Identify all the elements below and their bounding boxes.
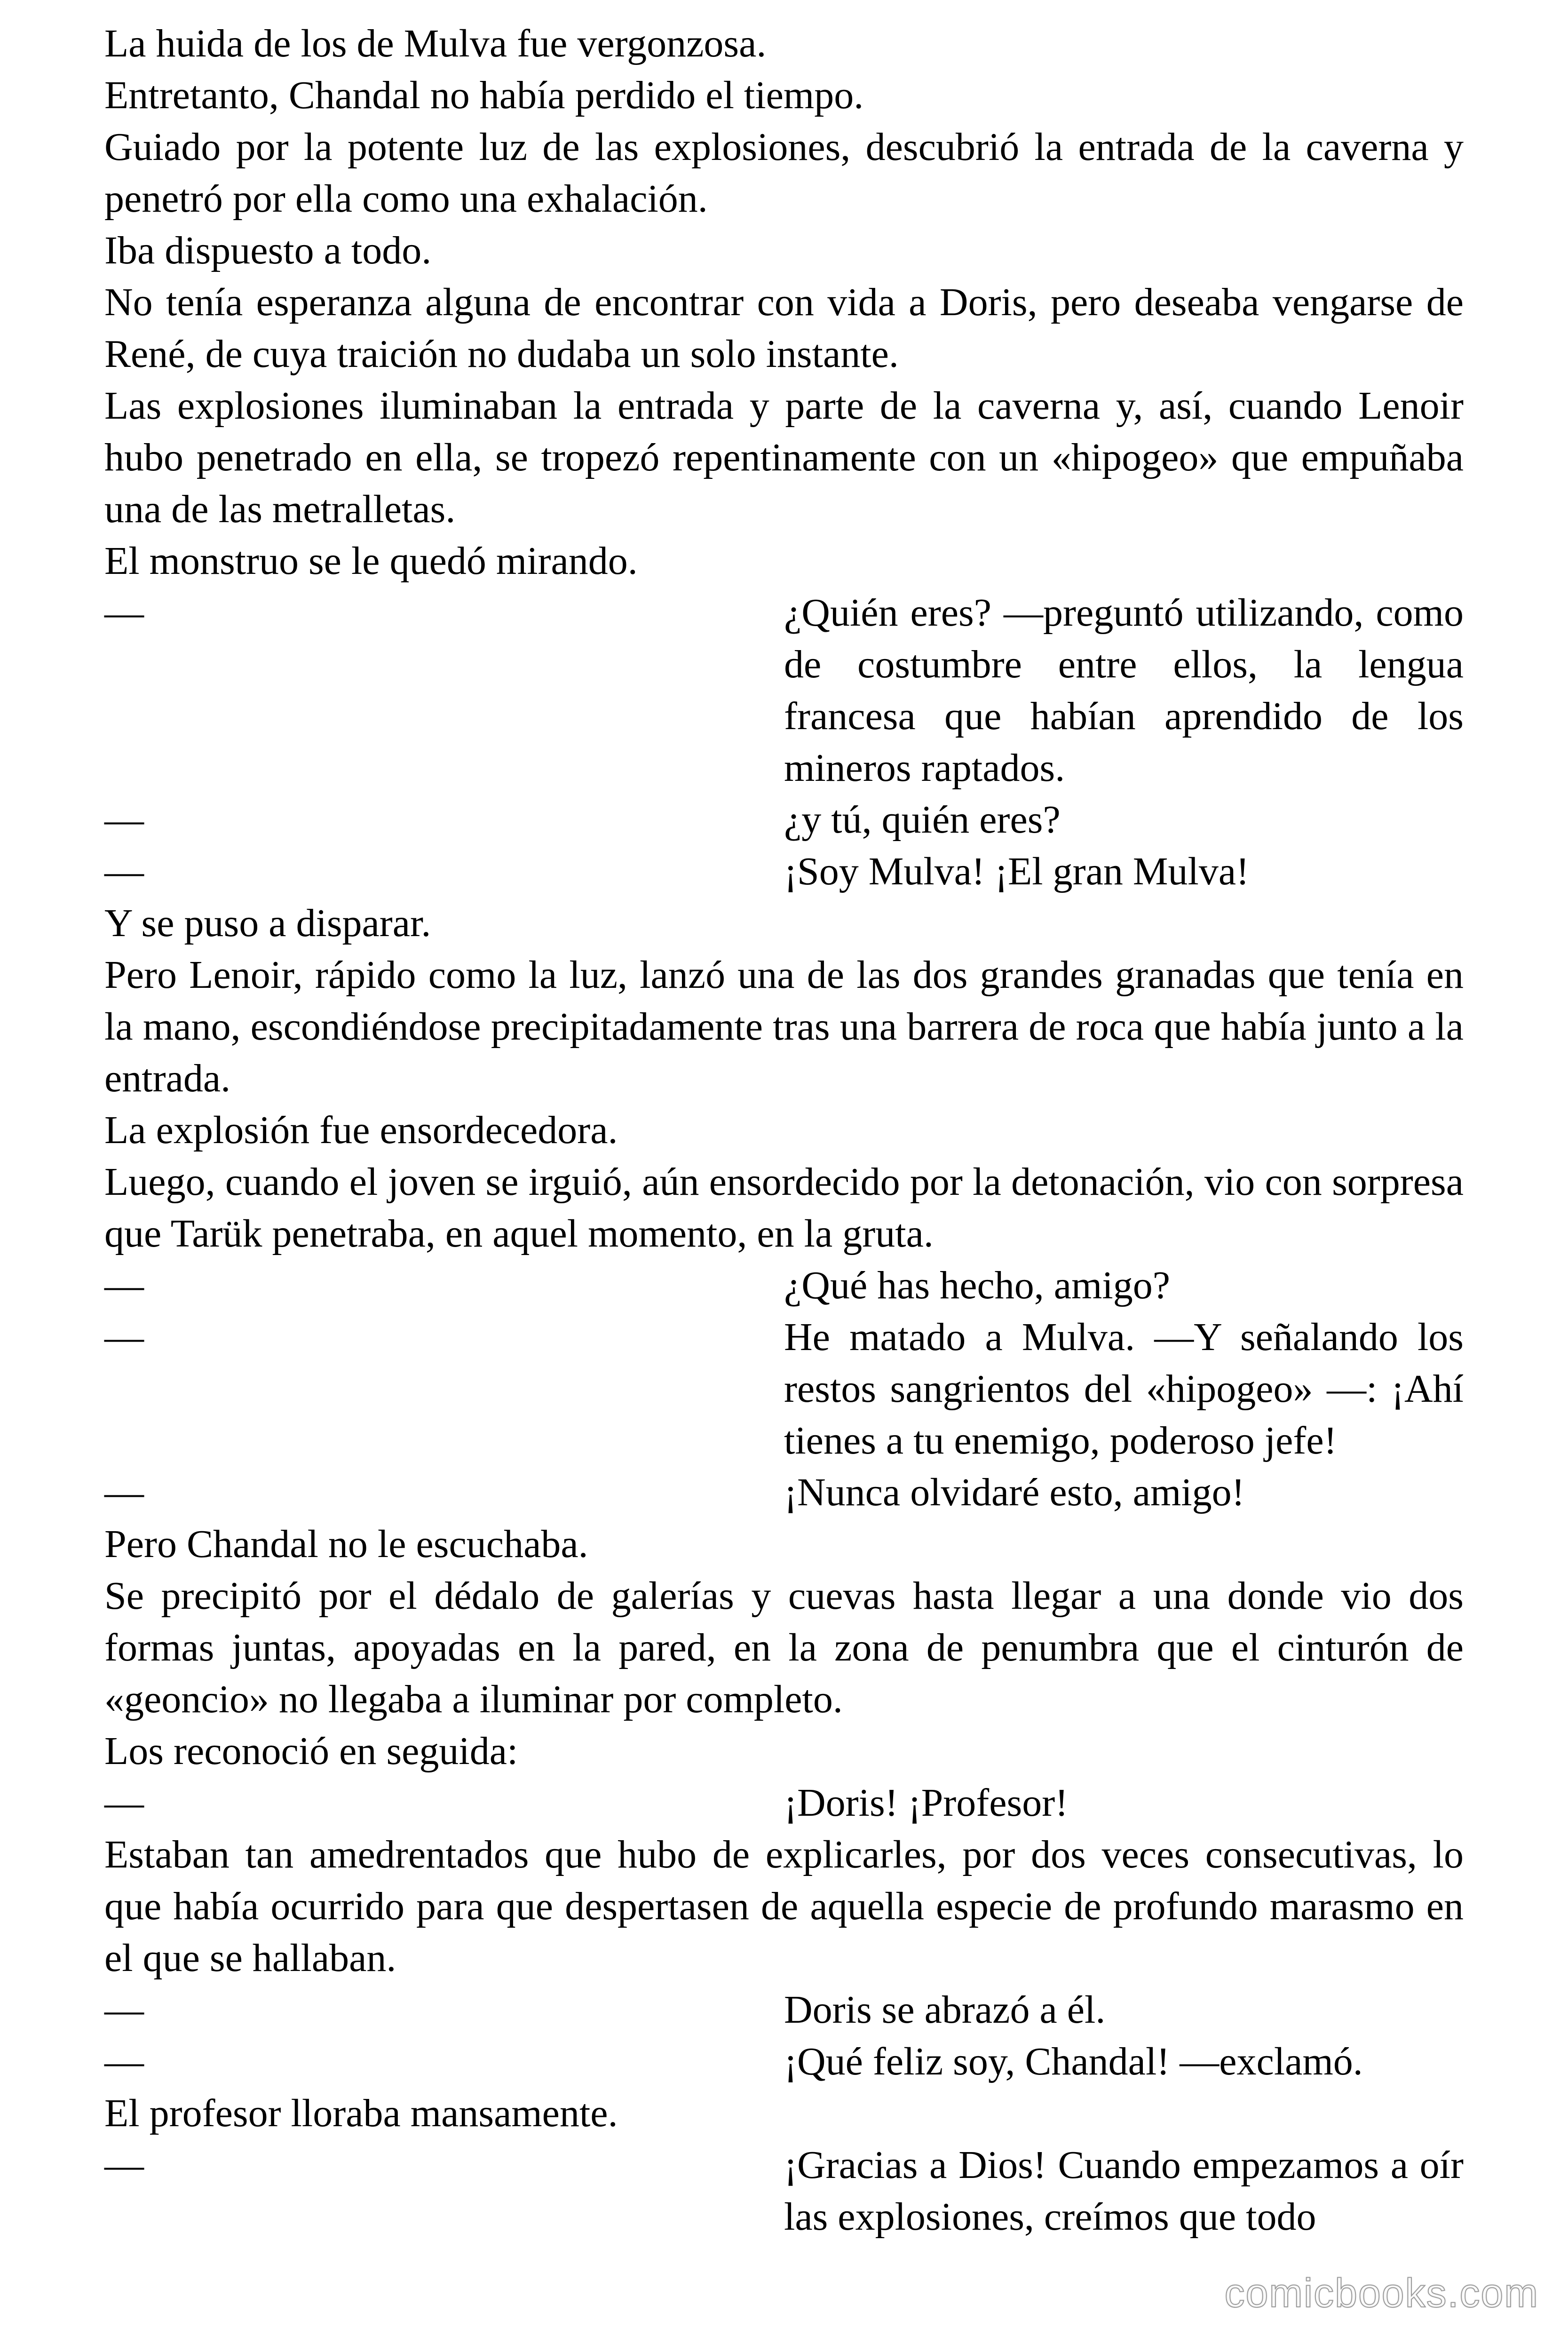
dialogue-dash: — — [104, 1988, 144, 2032]
dialogue-line — [104, 2139, 1464, 2243]
dialogue-line — [104, 794, 1464, 846]
paragraph: La explosión fue ensordecedora. — [104, 1108, 618, 1152]
dialogue-text: ¡Gracias a Dios! Cuando empezamos a oír las explosiones, creímos que todo — [784, 2143, 1464, 2239]
paragraph: Estaban tan amedrentados que hubo de explicarles, por dos veces consecutivas, lo que había ocurrido para que despertasen de aquella especie de profundo marasmo en el que se hallaban. — [104, 1833, 1464, 1980]
dialogue-text: Doris se abrazó a él. — [784, 1988, 1106, 2032]
dialogue-line — [104, 2036, 1464, 2088]
dialogue-dash: — — [104, 1263, 144, 1307]
dialogue-text: ¿Qué has hecho, amigo? — [784, 1263, 1171, 1307]
page-text — [104, 18, 1464, 2243]
paragraph: Iba dispuesto a todo. — [104, 229, 432, 272]
paragraph: Los reconoció en seguida: — [104, 1729, 518, 1773]
dialogue-line — [104, 1260, 1464, 1311]
dialogue-line — [104, 1467, 1464, 1518]
site-watermark: comicbooks.com — [1224, 2271, 1539, 2316]
paragraph: Se precipitó por el dédalo de galerías y cuevas hasta llegar a una donde vio dos formas juntas, apoyadas en la pared, en la zona de penumbra que el cinturón de «geoncio» no llegaba a iluminar por completo. — [104, 1574, 1464, 1721]
dialogue-text: ¿Quién eres? —preguntó utilizando, como de costumbre entre ellos, la lengua francesa que habían aprendido de los mineros raptados. — [784, 591, 1464, 790]
paragraph: La huida de los de Mulva fue vergonzosa. — [104, 22, 767, 65]
dialogue-dash: — — [104, 798, 144, 842]
dialogue-text: ¿y tú, quién eres? — [784, 798, 1061, 842]
dialogue-line — [104, 1777, 1464, 1829]
paragraph: Pero Lenoir, rápido como la luz, lanzó una de las dos grandes granadas que tenía en la mano, escondiéndose precipitadamente tras una barrera de roca que había junto a la entrada. — [104, 953, 1464, 1100]
dialogue-dash: — — [104, 1315, 144, 1359]
dialogue-dash: — — [104, 2040, 144, 2083]
dialogue-dash: — — [104, 1781, 144, 1825]
paragraph: Y se puso a disparar. — [104, 901, 431, 945]
dialogue-dash: — — [104, 1470, 144, 1514]
dialogue-line — [104, 846, 1464, 898]
paragraph: Pero Chandal no le escuchaba. — [104, 1522, 588, 1566]
paragraph: Las explosiones iluminaban la entrada y parte de la caverna y, así, cuando Lenoir hubo penetrado en ella, se tropezó repentinamente con un «hipogeo» que empuñaba una de las metralletas. — [104, 384, 1464, 531]
dialogue-dash: — — [104, 2143, 144, 2187]
dialogue-line — [104, 1311, 1464, 1467]
dialogue-text: ¡Doris! ¡Profesor! — [784, 1781, 1069, 1825]
dialogue-line — [104, 587, 1464, 794]
paragraph: El monstruo se le quedó mirando. — [104, 539, 638, 583]
dialogue-dash: — — [104, 591, 144, 635]
paragraph: Luego, cuando el joven se irguió, aún ensordecido por la detonación, vio con sorpresa que Tarük penetraba, en aquel momento, en la gruta. — [104, 1160, 1464, 1255]
paragraph: Guiado por la potente luz de las explosiones, descubrió la entrada de la caverna y penetró por ella como una exhalación. — [104, 125, 1464, 221]
dialogue-text: ¡Qué feliz soy, Chandal! —exclamó. — [784, 2040, 1363, 2083]
paragraph: El profesor lloraba mansamente. — [104, 2091, 618, 2135]
dialogue-text: He matado a Mulva. —Y señalando los restos sangrientos del «hipogeo» —: ¡Ahí tienes a tu enemigo, poderoso jefe! — [784, 1315, 1464, 1462]
paragraph: Entretanto, Chandal no había perdido el tiempo. — [104, 73, 864, 117]
dialogue-line — [104, 1984, 1464, 2036]
paragraph: No tenía esperanza alguna de encontrar con vida a Doris, pero deseaba vengarse de René, de cuya traición no dudaba un solo instante. — [104, 280, 1464, 376]
dialogue-text: ¡Soy Mulva! ¡El gran Mulva! — [784, 850, 1250, 893]
dialogue-text: ¡Nunca olvidaré esto, amigo! — [784, 1470, 1245, 1514]
dialogue-dash: — — [104, 850, 144, 893]
